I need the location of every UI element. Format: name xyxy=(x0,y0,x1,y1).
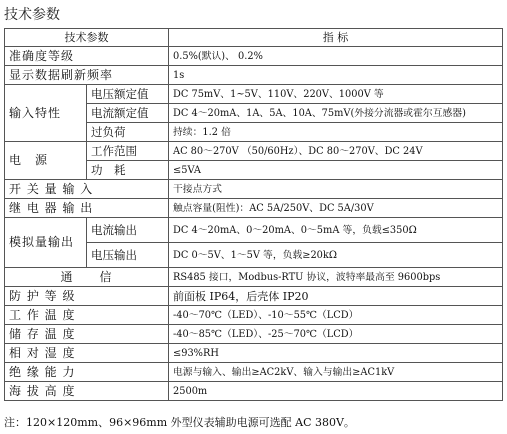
row-sublabel-current-output: 电流输出 xyxy=(87,218,169,243)
header-param: 技术参数 xyxy=(5,29,169,47)
table-row xyxy=(5,47,503,66)
table-row xyxy=(5,287,503,306)
header-spec: 指 标 xyxy=(169,29,503,47)
row-label-humidity: 相 对 湿 度 xyxy=(5,344,169,363)
table-row xyxy=(5,344,503,363)
page-title: 技术参数 xyxy=(4,7,60,23)
row-label-input: 输入特性 xyxy=(5,85,87,142)
row-label-power: 电 源 xyxy=(5,142,87,180)
row-sublabel-overload: 过负荷 xyxy=(87,123,169,142)
table-row xyxy=(5,325,503,344)
row-value-current-rating: DC 4～20mA、1A、5A、10A、75mV(外接分流器或霍尔互感器) xyxy=(169,104,503,123)
row-value-relay-output: 触点容量(阻性)：AC 5A/250V、DC 5A/30V xyxy=(169,199,503,218)
row-value-work-temp: -40～70℃（LED）、-10～55℃（LCD） xyxy=(169,306,503,325)
row-value-voltage-rating: DC 75mV、1~5V、110V、220V、1000V 等 xyxy=(169,85,503,104)
row-label-relay-output: 继 电 器 输 出 xyxy=(5,199,169,218)
table-row xyxy=(5,382,503,401)
row-sublabel-voltage-rating: 电压额定值 xyxy=(87,85,169,104)
footnote: 注：120×120mm、96×96mm 外型仪表辅助电源可选配 AC 380V。 xyxy=(4,416,355,429)
table-row xyxy=(5,363,503,382)
row-value-refresh: 1s xyxy=(169,66,503,85)
row-value-humidity: ≤93%RH xyxy=(169,344,503,363)
table-row xyxy=(5,66,503,85)
row-sublabel-voltage-output: 电压输出 xyxy=(87,243,169,268)
row-sublabel-consumption: 功 耗 xyxy=(87,161,169,180)
row-value-voltage-output: DC 0～5V、1～5V 等，负载≥20kΩ xyxy=(169,243,503,268)
table-row xyxy=(5,268,503,287)
row-value-accuracy: 0.5%(默认)、 0.2% xyxy=(169,47,503,66)
row-label-insulation: 绝 缘 能 力 xyxy=(5,363,169,382)
row-label-communication: 通 信 xyxy=(5,268,169,287)
row-value-insulation: 电源与输入、输出≥AC2kV、输入与输出≥AC1kV xyxy=(169,363,503,382)
row-value-overload: 持续：1.2 倍 xyxy=(169,123,503,142)
row-value-current-output: DC 4～20mA、0～20mA、0～5mA 等，负载≤350Ω xyxy=(169,218,503,243)
row-value-protection: 前面板 IP64，后壳体 IP20 xyxy=(169,287,503,306)
row-label-refresh: 显示数据刷新频率 xyxy=(5,66,169,85)
row-sublabel-working-range: 工作范围 xyxy=(87,142,169,161)
row-value-working-range: AC 80～270V （50/60Hz）、DC 80～270V、DC 24V xyxy=(169,142,503,161)
row-value-switch-input: 干接点方式 xyxy=(169,180,503,199)
row-value-storage-temp: -40～85℃（LED）、-25～70℃（LCD） xyxy=(169,325,503,344)
table-row xyxy=(5,142,503,161)
table-row xyxy=(5,180,503,199)
row-sublabel-current-rating: 电流额定值 xyxy=(87,104,169,123)
table-row xyxy=(5,306,503,325)
row-value-communication: RS485 接口，Modbus-RTU 协议，波特率最高至 9600bps xyxy=(169,268,503,287)
row-value-altitude: 2500m xyxy=(169,382,503,401)
row-label-switch-input: 开 关 量 输 入 xyxy=(5,180,169,199)
row-label-protection: 防 护 等 级 xyxy=(5,287,169,306)
row-label-analog-output: 模拟量输出 xyxy=(5,218,87,268)
row-label-work-temp: 工 作 温 度 xyxy=(5,306,169,325)
row-label-altitude: 海 拔 高 度 xyxy=(5,382,169,401)
table-header-row xyxy=(5,29,503,47)
row-label-accuracy: 准确度等级 xyxy=(5,47,169,66)
row-label-storage-temp: 储 存 温 度 xyxy=(5,325,169,344)
table-row xyxy=(5,199,503,218)
table-row xyxy=(5,85,503,104)
table-row xyxy=(5,218,503,243)
row-value-consumption: ≤5VA xyxy=(169,161,503,180)
spec-table xyxy=(4,28,503,401)
